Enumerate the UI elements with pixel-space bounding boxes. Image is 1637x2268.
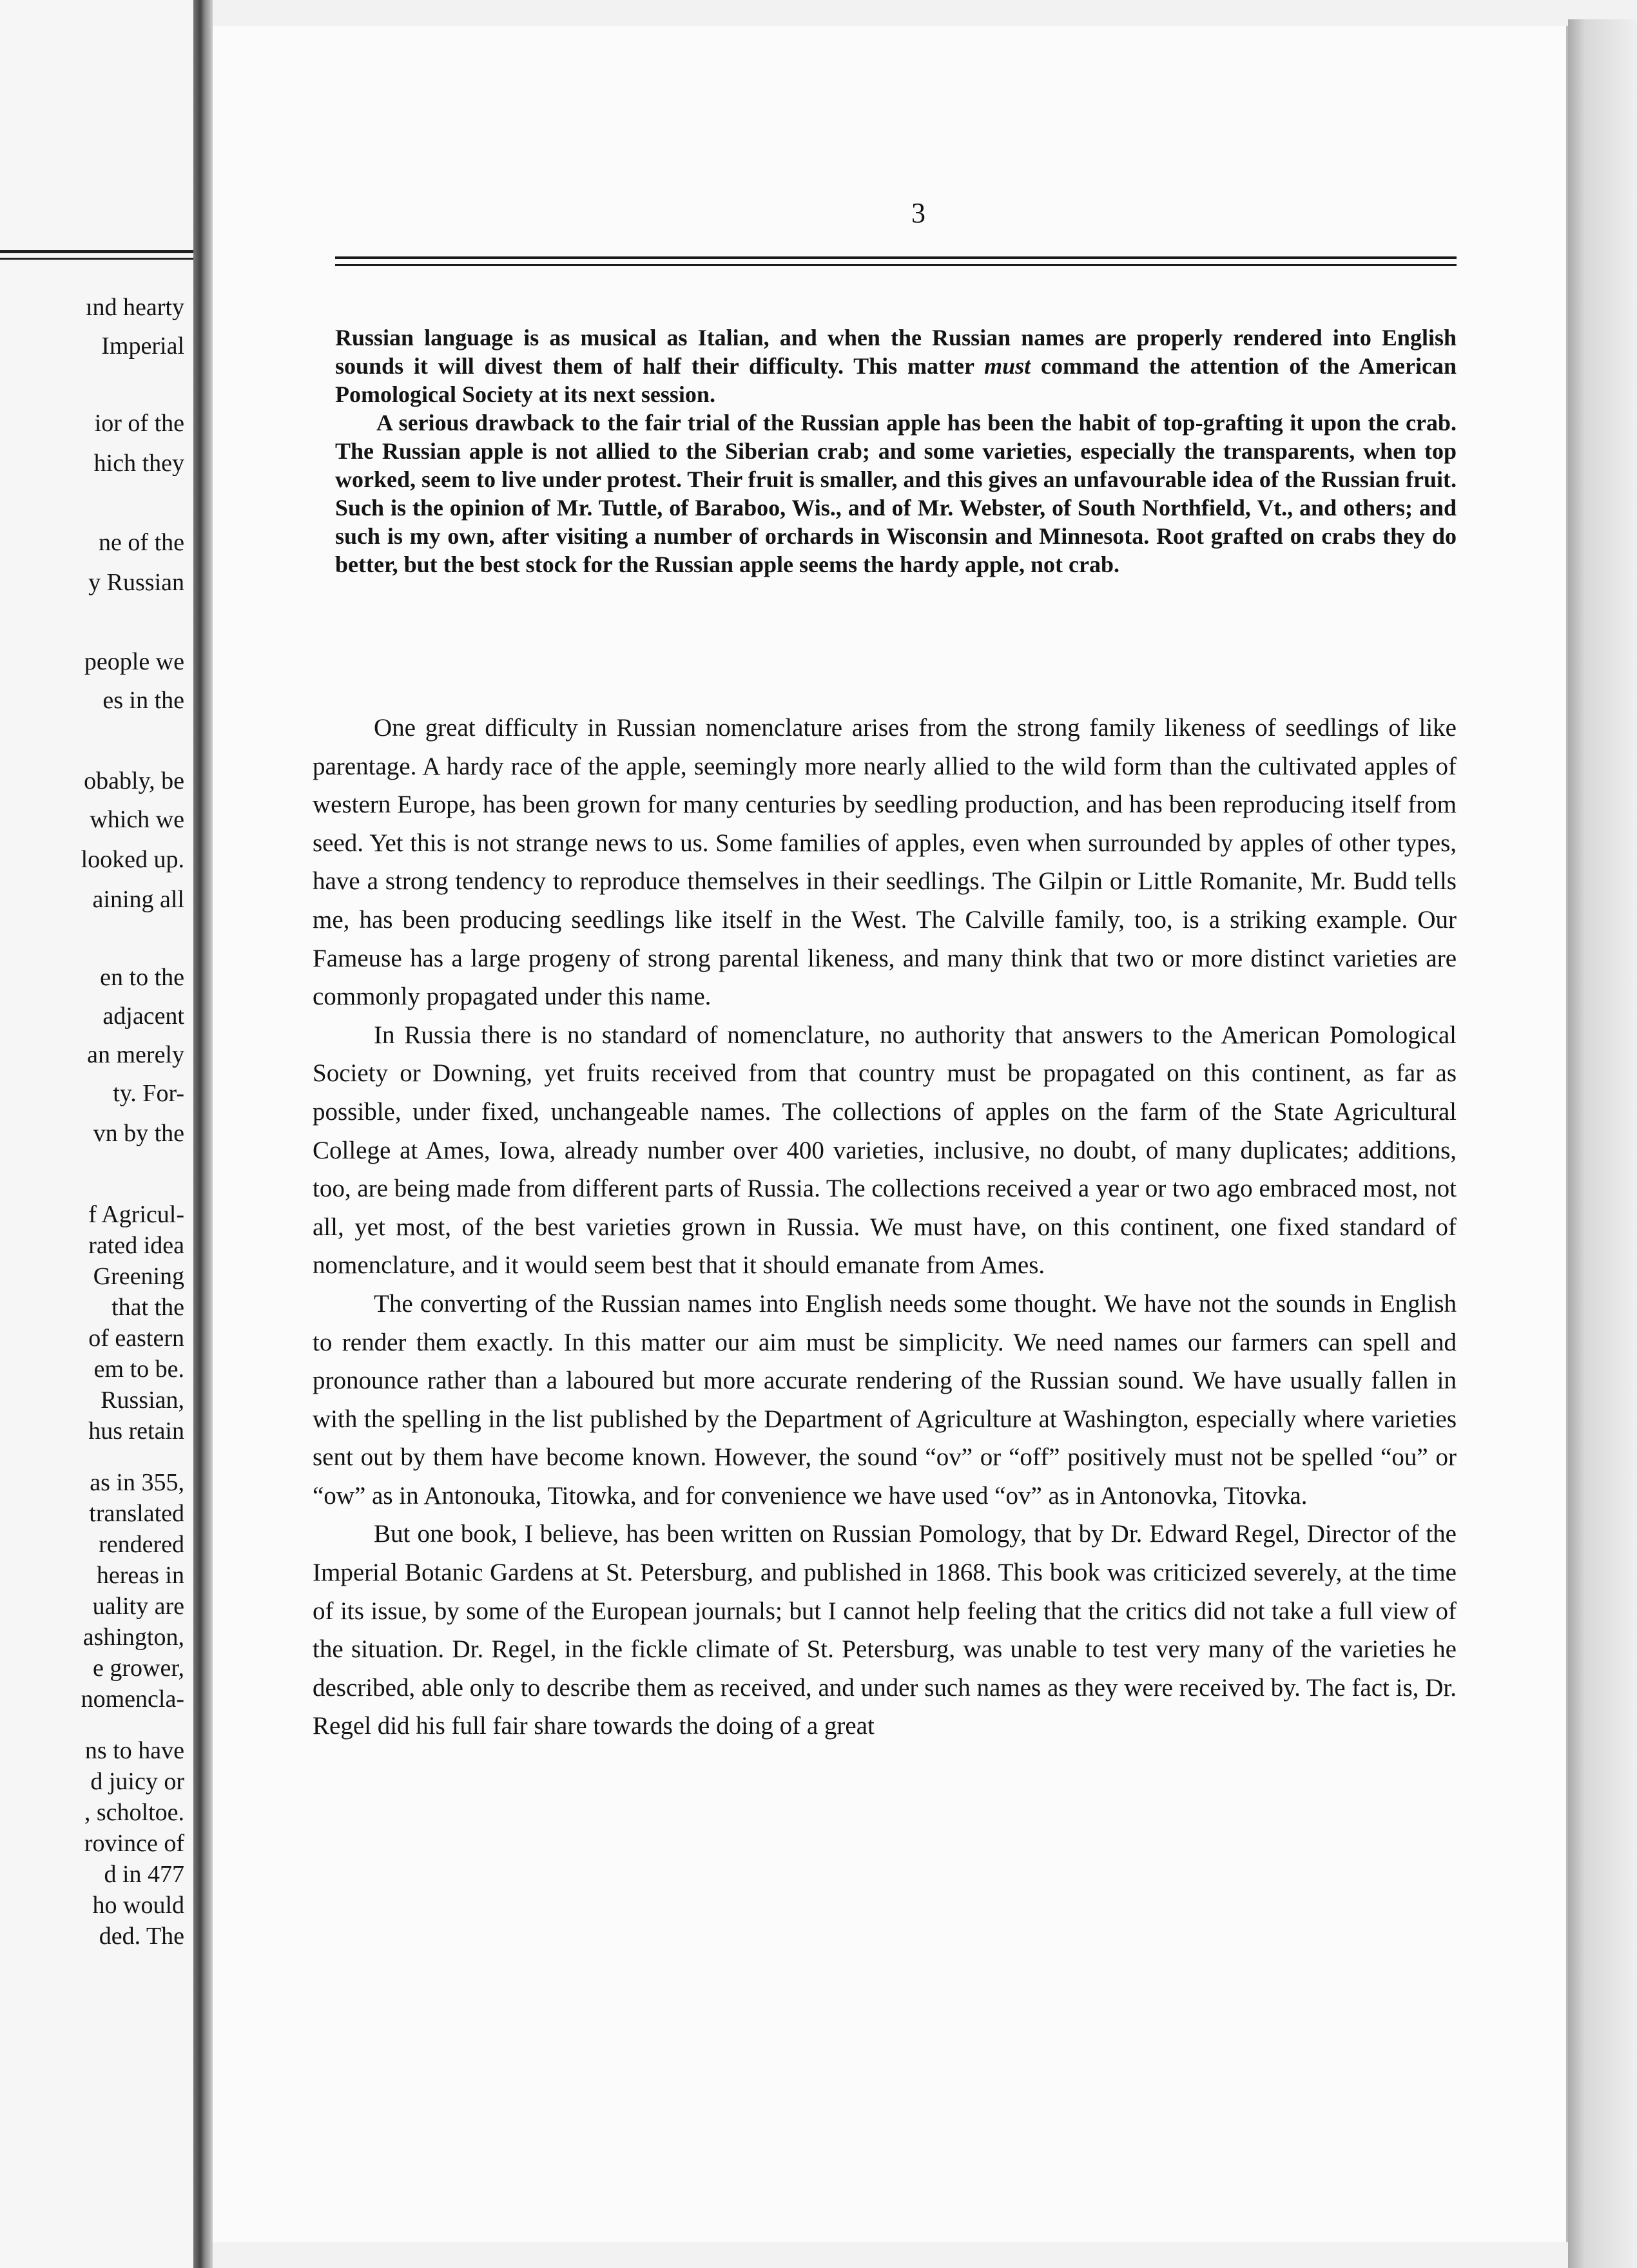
previous-page-fragment: as in 355, [90,1469,184,1496]
previous-page-fragment: ded. The [99,1923,184,1950]
previous-page-fragment: ashington, [82,1624,184,1651]
previous-page-fragment: d juicy or [90,1768,184,1795]
previous-page-rule [0,258,193,260]
header-rule [335,256,1457,259]
previous-page-fragment: vn by the [93,1120,184,1147]
previous-page-fragment: ns to have [84,1737,184,1764]
previous-page-fragment: Greening [93,1263,184,1290]
book-page [213,26,1568,2242]
previous-page-fragment: em to be. [93,1356,184,1383]
previous-page-fragment: which we [90,806,184,833]
previous-page-fragment: rendered [99,1531,184,1558]
previous-page-fragment: en to the [100,964,184,991]
previous-page-fragment: adjacent [102,1003,184,1030]
body-paragraph: The converting of the Russian names into English needs some thought. We have not the sounds in English to render them exactly. In this matter our aim must be simplicity. We need names our farmers can spell and pronounce rather than a laboured but more accurate rendering of the Russian sound. We have usually fallen in with the spelling in the list published by the Department of Agriculture at Washington, especially where varieties sent out by them have become known. However, the sound “ov” or “off” positively must not be spelled “ou” or “ow” as in Antonouka, Titowka, and for convenience we have used “ov” as in Antonovka, Titovka. [313,1289,1457,1510]
previous-page-fragment: e grower, [93,1655,184,1682]
previous-page-fragment: aining all [92,886,184,913]
body-paragraph: In Russia there is no standard of nomenclature, no authority that answers to the American Pomological Society or Downing, yet fruits received from that country must be propagated on this continent, as far as possible, under fixed, unchangeable names. The collections of apples on the farm of the State Agricultural College at Ames, Iowa, already number over 400 varieties, inclusive, no doubt, of many duplicates; additions, too, are being made from different parts of Russia. The collections received a year or two ago embraced most, not all, yet most, of the best varieties grown in Russia. We must have, on this continent, one fixed standard of nomenclature, and it would seem best that it should emanate from Ames. [313,1021,1457,1280]
previous-page-fragment: rovince of [84,1830,184,1857]
previous-page-fragment: hich they [93,450,184,477]
previous-page-fragment: f Agricul- [88,1201,184,1228]
previous-page-fragment: translated [89,1500,184,1527]
previous-page-fragment: looked up. [81,846,184,873]
previous-page-fragment: , scholtoe. [84,1799,184,1826]
page-number: 3 [911,197,925,229]
quoted-block [335,323,1457,579]
previous-page-fragment: ne of the [99,529,184,556]
previous-page-fragment: ınd hearty [85,294,184,321]
previous-page-fragment: uality are [92,1593,184,1620]
previous-page-fragment: Imperial [101,332,184,360]
previous-page-fragment: hus retain [88,1418,184,1445]
previous-page-fragment: d in 477 [104,1861,184,1888]
binding-gutter [193,0,213,2268]
previous-page-fragment: hereas in [96,1562,184,1589]
previous-page-fragment: people we [84,648,184,675]
previous-page-fragment: of eastern [88,1325,184,1352]
previous-page-fragment: that the [111,1294,184,1321]
previous-page-fragment: Russian, [101,1387,184,1414]
previous-page-rule [0,250,193,253]
previous-page-fragment: an merely [87,1041,184,1068]
previous-page-fragment: ho would [92,1892,184,1919]
quote-paragraph: A serious drawback to the fair trial of the Russian apple has been the habit of top-grafting it upon the crab. The Russian apple is not allied to the Siberian crab; and some varieties, especially the transparents, when top worked, seem to live under protest. Their fruit is smaller, and this gives an unfavourable idea of the Russian fruit. Such is the opinion of Mr. Tuttle, of Baraboo, Wis., and of Mr. Webster, of South Northfield, Vt., and others; and such is my own, after visiting a number of orchards in Wisconsin and Minnesota. Root grafted on crabs they do better, but the best stock for the Russian apple seems the hardy apple, not crab. [335,410,1457,577]
body-text [313,709,1457,1745]
previous-page-fragment: nomencla- [81,1686,184,1713]
previous-page-fragment: y Russian [88,569,184,596]
previous-page-fragment: ior of the [94,410,184,437]
previous-page-fragment: obably, be [84,767,184,794]
header-rule [335,264,1457,266]
previous-page-fragment: ty. For- [113,1080,184,1107]
quote-paragraph: Russian language is as musical as Italian, and when the Russian names are properly rendered into English sounds it will divest them of half their difficulty. This matter must command the attention of the American Pomological Society at its next session. [335,325,1457,407]
previous-page-fragment: rated idea [88,1232,184,1259]
previous-page-strip [0,0,193,2268]
page-edge-shadow [1568,19,1637,2268]
body-paragraph: But one book, I believe, has been written on Russian Pomology, that by Dr. Edward Regel, Director of the Imperial Botanic Gardens at St. Petersburg, and published in 1868. This book was criticized severely, at the time of its issue, by some of the European journals; but I cannot help feeling that the critics did not take a full view of the situation. Dr. Regel, in the fickle climate of St. Petersburg, was unable to test very many of the varieties he described, able only to describe them as received, and under such names as they were received by. The fact is, Dr. Regel did his full fair share towards the doing of a great [313,1520,1457,1740]
body-paragraph: One great difficulty in Russian nomenclature arises from the strong family likeness of seedlings of like parentage. A hardy race of the apple, seemingly more nearly allied to the wild form than the cultivated apples of western Europe, has been grown for many centuries by seedling production, and has been reproducing itself from seed. Yet this is not strange news to us. Some families of apples, even when surrounded by apples of other types, have a strong tendency to reproduce themselves in their seedlings. The Gilpin or Little Romanite, Mr. Budd tells me, has been producing seedlings like itself in the West. The Calville family, too, is a striking example. Our Fameuse has a large progeny of strong parental likeness, and many think that two or more distinct varieties are commonly propagated under this name. [313,714,1457,1011]
previous-page-fragment: es in the [102,687,184,714]
